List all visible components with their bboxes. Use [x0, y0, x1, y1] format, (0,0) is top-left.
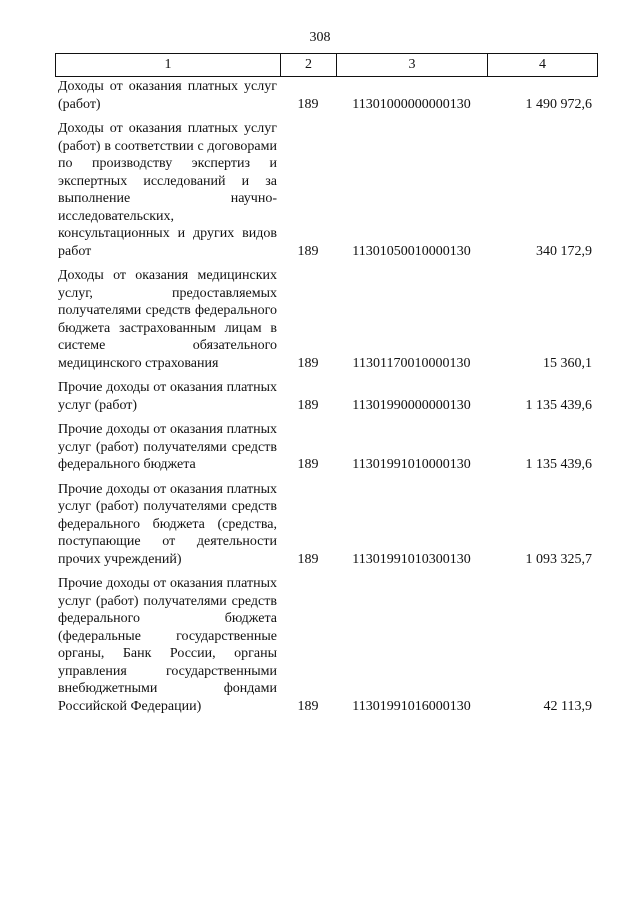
table-row [55, 78, 598, 113]
row-admin-code: 189 [297, 96, 319, 112]
page-number: 308 [309, 30, 331, 45]
row-budget-code: 11301991010000130 [352, 457, 471, 472]
table-body [55, 78, 598, 722]
row-description: Доходы от оказания медицинских услуг, предоставляемых получателями средств федерального бюджета застрахованным лицам в системе обязательного медицинского страхования [58, 268, 277, 371]
header-col-3: 3 [337, 54, 488, 76]
row-budget-code: 11301050010000130 [352, 243, 471, 259]
row-admin-code: 189 [297, 551, 319, 567]
row-description: Прочие доходы от оказания платных услуг (работ) получателями средств федерального бюджета (средства, поступающие от деятельности прочих учреждений) [58, 481, 277, 567]
table-row [55, 481, 598, 569]
row-amount: 42 113,9 [543, 698, 592, 714]
row-admin-code: 189 [297, 698, 319, 714]
row-amount: 1 135 439,6 [525, 397, 592, 413]
row-budget-code: 11301990000000130 [352, 397, 471, 413]
row-amount: 15 360,1 [543, 355, 592, 371]
row-admin-code: 189 [297, 243, 319, 259]
table-row [55, 575, 598, 715]
header-col-2: 2 [281, 54, 337, 76]
table-header [55, 53, 598, 77]
table-row [55, 379, 598, 414]
row-budget-code: 11301170010000130 [352, 355, 471, 371]
row-budget-code: 11301991010300130 [352, 551, 471, 567]
table-row [55, 120, 598, 260]
row-admin-code: 189 [297, 397, 319, 413]
row-amount: 1 093 325,7 [525, 551, 592, 567]
row-amount: 1 490 972,6 [525, 96, 592, 112]
row-admin-code: 189 [297, 457, 319, 472]
row-admin-code: 189 [297, 355, 319, 371]
row-description: Прочие доходы от оказания платных услуг (работ) получателями средств федерального бюджета [58, 422, 277, 472]
row-description: Доходы от оказания платных услуг (работ) [58, 79, 277, 112]
header-col-4: 4 [539, 57, 546, 72]
row-amount: 340 172,9 [536, 243, 592, 259]
row-budget-code: 11301991016000130 [352, 698, 471, 714]
table-row [55, 421, 598, 474]
row-description: Прочие доходы от оказания платных услуг (работ) [58, 380, 277, 413]
row-budget-code: 11301000000000130 [352, 96, 471, 112]
row-amount: 1 135 439,6 [525, 457, 592, 472]
table-row [55, 267, 598, 372]
header-col-1: 1 [56, 54, 281, 76]
row-description: Прочие доходы от оказания платных услуг (работ) получателями средств федерального бюджета (федеральные государственные органы, Банк России, органы управления государственными внебюджетными фондами Российской Федерации) [58, 576, 277, 714]
row-description: Доходы от оказания платных услуг (работ) в соответствии с договорами по производству экспертиз и экспертных исследований и за выполнение научно-исследовательских, консультационных и других видов работ [58, 121, 277, 259]
